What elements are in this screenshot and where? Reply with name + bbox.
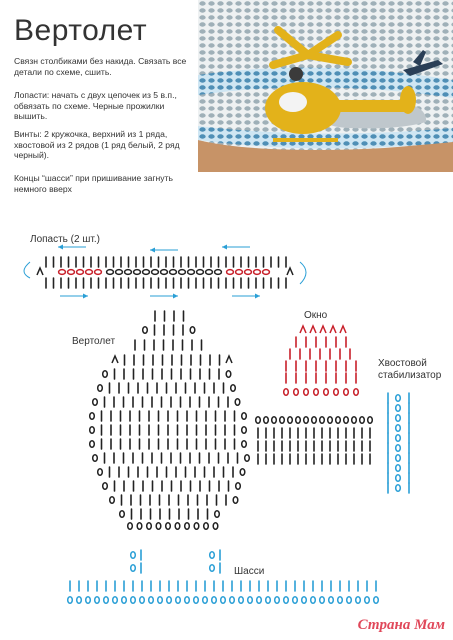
chain-stitch bbox=[304, 389, 309, 396]
arrow-head bbox=[150, 248, 155, 253]
chain-stitch bbox=[230, 597, 235, 604]
chain-stitch bbox=[324, 389, 329, 396]
chain-stitch bbox=[320, 417, 325, 424]
chain-stitch bbox=[90, 427, 95, 434]
chain-stitch bbox=[131, 552, 136, 559]
chain-stitch bbox=[396, 435, 401, 442]
chain-stitch bbox=[233, 497, 238, 504]
chain-stitch bbox=[77, 270, 84, 275]
chain-stitch bbox=[125, 270, 132, 275]
chain-stitch bbox=[334, 389, 339, 396]
chain-stitch bbox=[103, 371, 108, 378]
chain-stitch bbox=[95, 597, 100, 604]
chain-stitch bbox=[110, 497, 115, 504]
chain-stitch bbox=[68, 270, 75, 275]
chain-stitch bbox=[263, 270, 270, 275]
chain-stitch bbox=[86, 270, 93, 275]
chain-stitch bbox=[185, 597, 190, 604]
chain-stitch bbox=[194, 597, 199, 604]
chain-stitch bbox=[167, 597, 172, 604]
watermark-logo: Страна Мам bbox=[357, 617, 445, 633]
chain-stitch bbox=[396, 415, 401, 422]
chain-stitch bbox=[137, 523, 142, 530]
chain-stitch bbox=[354, 389, 359, 396]
helicopter-label: Вертолет bbox=[72, 336, 116, 347]
chain-stitch bbox=[147, 523, 152, 530]
chain-stitch bbox=[236, 270, 243, 275]
blade-label: Лопасть (2 шт.) bbox=[30, 234, 100, 245]
chain-stitch bbox=[374, 597, 379, 604]
chain-stitch bbox=[152, 270, 159, 275]
chain-stitch bbox=[352, 417, 357, 424]
chain-stitch bbox=[275, 597, 280, 604]
turn-arrow bbox=[24, 262, 30, 278]
increase-stitch bbox=[330, 326, 336, 333]
chain-stitch bbox=[176, 597, 181, 604]
chain-stitch bbox=[336, 417, 341, 424]
chain-stitch bbox=[311, 597, 316, 604]
chain-stitch bbox=[175, 523, 180, 530]
chain-stitch bbox=[294, 389, 299, 396]
chain-stitch bbox=[149, 597, 154, 604]
chain-stitch bbox=[197, 270, 204, 275]
chain-stitch bbox=[143, 270, 150, 275]
chain-stitch bbox=[188, 270, 195, 275]
chain-stitch bbox=[231, 385, 236, 392]
chain-stitch bbox=[320, 597, 325, 604]
arrow-head bbox=[255, 294, 260, 299]
chain-stitch bbox=[396, 485, 401, 492]
chain-stitch bbox=[338, 597, 343, 604]
page-title: Вертолет bbox=[14, 14, 148, 47]
chain-stitch bbox=[213, 523, 218, 530]
chain-stitch bbox=[190, 327, 195, 334]
chain-stitch bbox=[140, 597, 145, 604]
chain-stitch bbox=[194, 523, 199, 530]
arrow-head bbox=[173, 294, 178, 299]
chain-stitch bbox=[242, 427, 247, 434]
chain-stitch bbox=[396, 425, 401, 432]
chain-stitch bbox=[365, 597, 370, 604]
chain-stitch bbox=[280, 417, 285, 424]
instructions-general: Связн столбиками без накида. Связать все детали по схеме, сшить. bbox=[14, 56, 187, 77]
blade-scheme bbox=[24, 245, 306, 299]
chain-stitch bbox=[68, 597, 73, 604]
chain-stitch bbox=[272, 417, 277, 424]
chain-stitch bbox=[90, 441, 95, 448]
chain-stitch bbox=[128, 523, 133, 530]
chain-stitch bbox=[131, 597, 136, 604]
turn-arrow bbox=[300, 262, 306, 284]
helicopter-body-scheme bbox=[90, 311, 373, 529]
chain-stitch bbox=[221, 597, 226, 604]
chassis-scheme bbox=[68, 550, 379, 603]
chain-stitch bbox=[329, 597, 334, 604]
chain-stitch bbox=[116, 270, 123, 275]
increase-stitch bbox=[310, 326, 316, 333]
chain-stitch bbox=[210, 552, 215, 559]
chain-stitch bbox=[104, 597, 109, 604]
chain-stitch bbox=[284, 389, 289, 396]
arrow-head bbox=[83, 294, 88, 299]
chain-stitch bbox=[215, 270, 222, 275]
chain-stitch bbox=[93, 455, 98, 462]
chain-stitch bbox=[59, 270, 66, 275]
chain-stitch bbox=[304, 417, 309, 424]
increase-stitch bbox=[320, 326, 326, 333]
chain-stitch bbox=[203, 597, 208, 604]
chain-stitch bbox=[77, 597, 82, 604]
instructions-chassis: Концы “шасси” при пришивание загнуть немного вверх bbox=[14, 173, 174, 194]
chain-stitch bbox=[344, 417, 349, 424]
chain-stitch bbox=[245, 270, 252, 275]
chassis-label: Шасси bbox=[234, 566, 265, 577]
chain-stitch bbox=[288, 417, 293, 424]
chain-stitch bbox=[236, 483, 241, 490]
chain-stitch bbox=[185, 523, 190, 530]
chain-stitch bbox=[134, 270, 141, 275]
chain-stitch bbox=[226, 371, 231, 378]
chain-stitch bbox=[235, 399, 240, 406]
increase-stitch bbox=[340, 326, 346, 333]
instructions-blades: Лопасти: начать с двух цепочек из 5 в.п., обвязать по схеме. Черные прожилки вышить. bbox=[14, 90, 177, 122]
chain-stitch bbox=[396, 475, 401, 482]
chain-stitch bbox=[293, 597, 298, 604]
chain-stitch bbox=[396, 445, 401, 452]
increase-stitch bbox=[37, 268, 43, 275]
chain-stitch bbox=[143, 327, 148, 334]
chain-stitch bbox=[296, 417, 301, 424]
chain-stitch bbox=[93, 399, 98, 406]
increase-stitch bbox=[226, 356, 232, 363]
increase-stitch bbox=[112, 356, 118, 363]
chain-stitch bbox=[122, 597, 127, 604]
chain-stitch bbox=[396, 465, 401, 472]
chain-stitch bbox=[90, 413, 95, 420]
chain-stitch bbox=[212, 597, 217, 604]
chain-stitch bbox=[239, 597, 244, 604]
chain-stitch bbox=[170, 270, 177, 275]
chain-stitch bbox=[328, 417, 333, 424]
chain-stitch bbox=[396, 405, 401, 412]
chain-stitch bbox=[95, 270, 102, 275]
chain-stitch bbox=[120, 511, 125, 518]
chain-stitch bbox=[131, 565, 136, 572]
chain-stitch bbox=[245, 455, 250, 462]
chain-stitch bbox=[347, 597, 352, 604]
instructions-rotors: Винты: 2 кружочка, верхний из 1 ряда, хвостовой из 2 рядов (1 ряд белый, 2 ряд черный). bbox=[14, 129, 180, 161]
chain-stitch bbox=[179, 270, 186, 275]
chain-stitch bbox=[314, 389, 319, 396]
chain-stitch bbox=[360, 417, 365, 424]
chain-stitch bbox=[215, 511, 220, 518]
chain-stitch bbox=[356, 597, 361, 604]
chain-stitch bbox=[396, 395, 401, 402]
chain-stitch bbox=[113, 597, 118, 604]
window-label: Окно bbox=[304, 310, 328, 321]
chain-stitch bbox=[158, 597, 163, 604]
arrow-head bbox=[58, 245, 63, 250]
chain-stitch bbox=[257, 597, 262, 604]
chain-stitch bbox=[240, 469, 245, 476]
chain-stitch bbox=[166, 523, 171, 530]
chain-stitch bbox=[98, 469, 103, 476]
chain-stitch bbox=[344, 389, 349, 396]
chain-stitch bbox=[312, 417, 317, 424]
chain-stitch bbox=[264, 417, 269, 424]
increase-stitch bbox=[300, 326, 306, 333]
arrow-head bbox=[222, 245, 227, 250]
chain-stitch bbox=[396, 455, 401, 462]
chain-stitch bbox=[242, 441, 247, 448]
chain-stitch bbox=[368, 417, 373, 424]
chain-stitch bbox=[210, 565, 215, 572]
chain-stitch bbox=[156, 523, 161, 530]
chain-stitch bbox=[284, 597, 289, 604]
chain-stitch bbox=[107, 270, 114, 275]
chain-stitch bbox=[206, 270, 213, 275]
tail-stabilizer-scheme bbox=[388, 393, 409, 493]
chain-stitch bbox=[86, 597, 91, 604]
chain-stitch bbox=[103, 483, 108, 490]
chain-stitch bbox=[254, 270, 261, 275]
chain-stitch bbox=[266, 597, 271, 604]
chain-stitch bbox=[302, 597, 307, 604]
window-scheme bbox=[284, 326, 359, 395]
chain-stitch bbox=[242, 413, 247, 420]
increase-stitch bbox=[287, 268, 293, 275]
chain-stitch bbox=[204, 523, 209, 530]
chain-stitch bbox=[161, 270, 168, 275]
chain-stitch bbox=[98, 385, 103, 392]
chain-stitch bbox=[248, 597, 253, 604]
tail-stabilizer-label: Хвостовой стабилизатор bbox=[378, 358, 442, 381]
chain-stitch bbox=[256, 417, 261, 424]
chain-stitch bbox=[227, 270, 234, 275]
